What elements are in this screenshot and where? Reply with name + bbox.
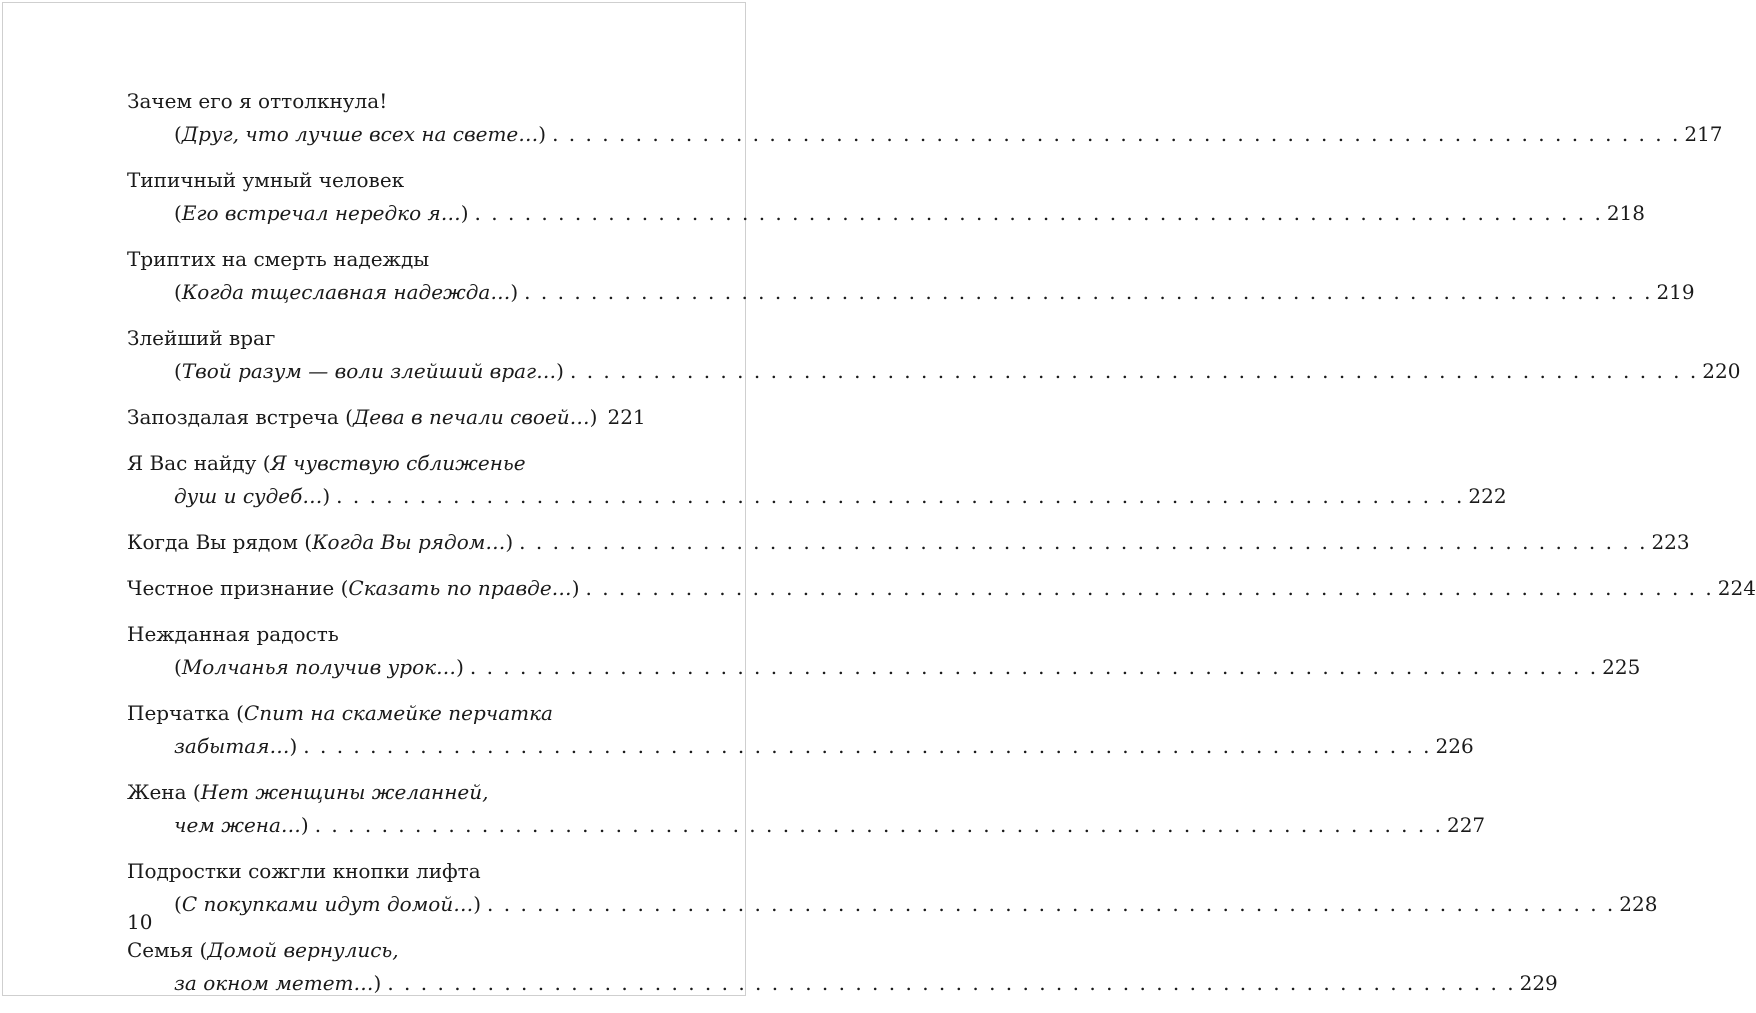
toc-entry-title: Зачем его я оттолкнула! [127,89,388,113]
dot-leader [470,651,1598,684]
toc-entry-first-line-continued: за окном метет… [174,971,374,995]
toc-entry-page: 228 [1619,892,1658,916]
toc-entry-page: 229 [1519,971,1558,995]
toc-entry-page: 225 [1602,655,1641,679]
toc-entry-title: Когда Вы рядом [127,530,298,554]
dot-leader [475,197,1603,230]
toc-entry-first-line: Его встречал нередко я… [181,201,461,225]
toc-entry-title: Я Вас найду [127,451,257,475]
toc-entry: Злейший враг (Твой разум — воли злейший враг…) . . . 220 [127,322,637,388]
toc-entry-page: 227 [1446,813,1486,837]
dot-leader [487,888,1615,921]
toc-entry-first-line: Друг, что лучше всех на свете… [181,122,539,146]
table-of-contents [127,85,1756,1013]
toc-entry: Типичный умный человек (Его встречал нередко я…) . . . 218 [127,164,637,230]
toc-entry-first-line-continued: душ и судеб… [174,484,323,508]
toc-entry-title: Честное признание [127,576,335,600]
toc-entry-first-line: Сказать по правде… [348,576,572,600]
toc-entry: Я Вас найду (Я чувствую сближенье душ и судеб…) . . . 222 [127,447,637,513]
toc-entry-title: Типичный умный человек [127,168,405,192]
toc-entry-title: Запоздалая встреча [127,405,339,429]
dot-leader [586,572,1714,605]
book-page [2,2,1756,996]
toc-entry-page: 218 [1606,201,1645,225]
toc-entry-title: Семья [127,938,194,962]
toc-entry-page: 219 [1656,280,1695,304]
dot-leader [315,809,1443,842]
toc-entry-first-line: С покупками идут домой… [181,892,474,916]
toc-entry-first-line: Спит на скамейке перчатка [243,701,553,725]
toc-entry-first-line-continued: забытая… [174,734,290,758]
toc-entry-title: Подростки сожгли кнопки лифта [127,859,481,883]
dot-leader [303,730,1431,763]
toc-entry: Жена (Нет женщины желанней, чем жена…) . . . 227 [127,776,637,842]
toc-entry-first-line: Нет женщины желанней, [200,780,489,804]
dot-leader [552,118,1680,151]
toc-entry: Запоздалая встреча (Дева в печали своей…) 221 [127,401,637,434]
toc-entry-title: Перчатка [127,701,230,725]
toc-entry-page: 223 [1651,530,1690,554]
dot-leader [336,480,1464,513]
toc-entry-first-line: Дева в печали своей… [353,405,590,429]
dot-leader [524,276,1652,309]
toc-entry-page: 226 [1435,734,1474,758]
toc-entry-first-line: Домой вернулись, [207,938,399,962]
dot-leader [570,355,1698,388]
toc-entry: Зачем его я оттолкнула! (Друг, что лучше всех на свете…) . . . 217 [127,85,637,151]
toc-entry-title: Триптих на смерть надежды [127,247,430,271]
toc-entry: Честное признание (Сказать по правде…) . . . 224 [127,572,637,605]
toc-entry-page: 222 [1468,484,1507,508]
toc-entry-first-line: Когда Вы рядом… [312,530,506,554]
toc-entry-page: 224 [1717,576,1756,600]
toc-entry: Нежданная радость (Молчанья получив урок…) . . . 225 [127,618,637,684]
toc-entry-title: Жена [127,780,187,804]
toc-entry: Когда Вы рядом (Когда Вы рядом…) . . . 223 [127,526,637,559]
toc-entry: Перчатка (Спит на скамейке перчатка забытая…) . . . 226 [127,697,637,763]
toc-entry-page: 217 [1684,122,1723,146]
page-number: 10 [127,910,153,934]
dot-leader [387,967,1515,1000]
toc-entry: Триптих на смерть надежды (Когда тщеславная надежда…) . . . 219 [127,243,637,309]
toc-entry: Подростки сожгли кнопки лифта (С покупками идут домой…) . . . 228 [127,855,637,921]
toc-entry-title: Злейший враг [127,326,276,350]
toc-entry: Семья (Домой вернулись, за окном метет…) . . . 229 [127,934,637,1000]
dot-leader [519,526,1647,559]
toc-entry-first-line: Молчанья получив урок… [181,655,457,679]
toc-entry-title: Нежданная радость [127,622,339,646]
toc-entry-first-line: Когда тщеславная надежда… [181,280,511,304]
toc-entry-first-line: Твой разум — воли злейший враг… [181,359,557,383]
toc-entry-first-line: Я чувствую сближенье [270,451,526,475]
toc-entry-page: 221 [607,405,646,429]
toc-entry-first-line-continued: чем жена… [174,813,301,837]
toc-entry-page: 220 [1702,359,1741,383]
